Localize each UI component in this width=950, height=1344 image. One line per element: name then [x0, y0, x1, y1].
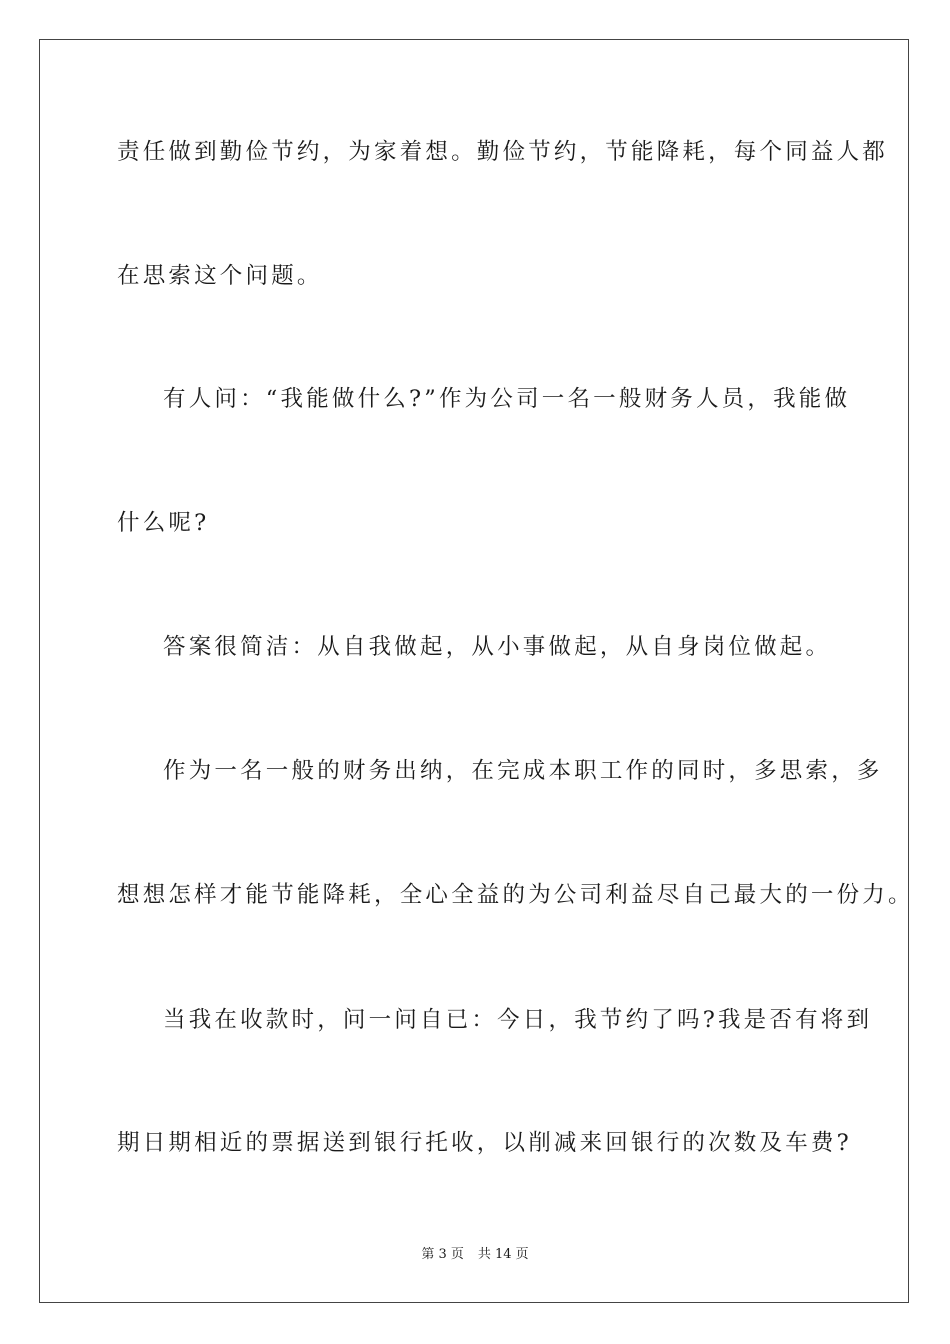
text-line-1: 责任做到勤俭节约，为家着想。勤俭节约，节能降耗，每个同益人都	[117, 139, 889, 165]
page-border	[39, 39, 914, 1303]
page-footer	[0, 1246, 950, 1264]
text-line-3: 有人问：“我能做什么?”作为公司一名一般财务人员，我能做	[163, 386, 851, 412]
text-line-6: 作为一名一般的财务出纳，在完成本职工作的同时，多思索，多	[163, 758, 883, 784]
page-total: 共 14 页	[477, 1247, 529, 1262]
text-line-9: 期日期相近的票据送到银行托收，以削减来回银行的次数及车费?	[117, 1130, 852, 1156]
page-number: 第 3 页	[421, 1247, 464, 1262]
text-line-4: 什么呢?	[117, 510, 210, 536]
text-line-8: 当我在收款时，问一问自已：今日，我节约了吗?我是否有将到	[163, 1007, 873, 1033]
text-line-2: 在思索这个问题。	[117, 263, 323, 289]
text-line-7: 想想怎样才能节能降耗，全心全益的为公司利益尽自己最大的一份力。	[117, 882, 914, 908]
text-line-5: 答案很简洁：从自我做起，从小事做起，从自身岗位做起。	[163, 634, 832, 660]
